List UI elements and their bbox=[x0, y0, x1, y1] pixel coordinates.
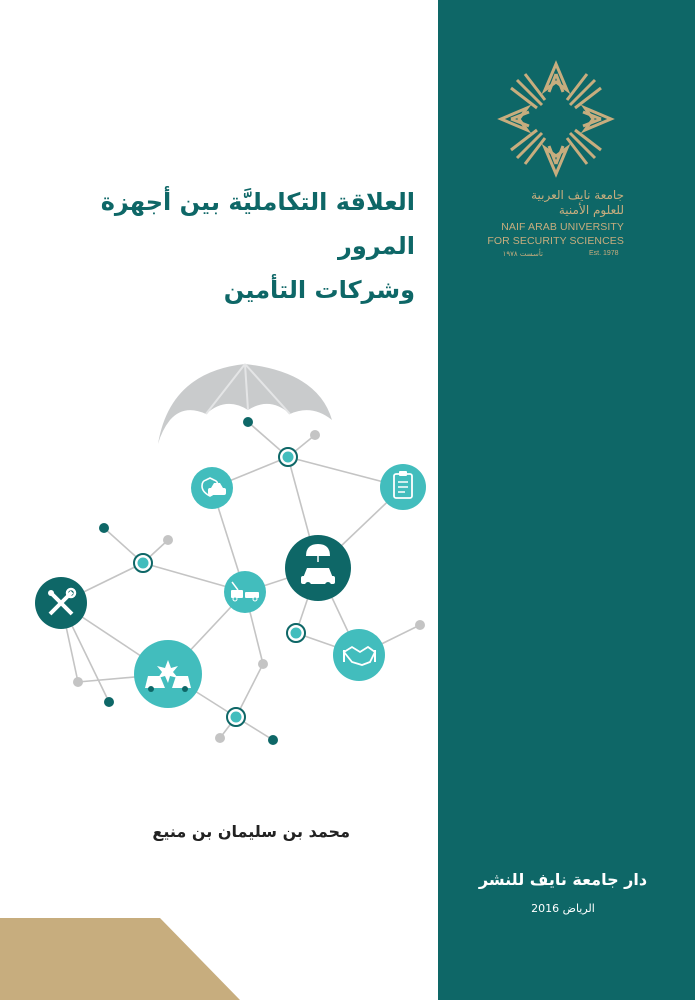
car-crash-icon bbox=[134, 640, 202, 708]
established-ar: تأسست ١٩٧٨ bbox=[502, 250, 543, 258]
network-illustration bbox=[0, 350, 438, 770]
tools-icon bbox=[35, 577, 87, 629]
author-name: محمد بن سليمان بن منيع bbox=[152, 822, 350, 841]
publisher-place-year: الرياض 2016 bbox=[531, 902, 595, 915]
handshake-icon bbox=[333, 629, 385, 681]
university-name-ar-line2: للعلوم الأمنية bbox=[558, 203, 624, 217]
book-title-line2: وشركات التأمين bbox=[223, 276, 415, 304]
logo-star-pattern bbox=[501, 64, 611, 174]
gold-corner-decoration bbox=[0, 918, 240, 1000]
university-logo bbox=[497, 60, 615, 178]
book-title bbox=[40, 180, 415, 312]
established-en: Est. 1978 bbox=[589, 250, 619, 257]
book-title-line1: العلاقة التكامليَّة بين أجهزة المرور bbox=[100, 188, 415, 260]
clipboard-icon bbox=[380, 464, 426, 510]
university-name-en-line1: NAIF ARAB UNIVERSITY bbox=[501, 221, 624, 233]
tow-truck-icon bbox=[224, 571, 266, 613]
publisher-name: دار جامعة نايف للنشر bbox=[478, 870, 648, 889]
shield-car-icon bbox=[191, 467, 233, 509]
university-name-ar-line1: جامعة نايف العربية bbox=[531, 188, 624, 202]
insured-car-icon bbox=[285, 535, 351, 601]
umbrella-icon bbox=[158, 364, 332, 444]
university-name-en-line2: FOR SECURITY SCIENCES bbox=[487, 235, 624, 247]
